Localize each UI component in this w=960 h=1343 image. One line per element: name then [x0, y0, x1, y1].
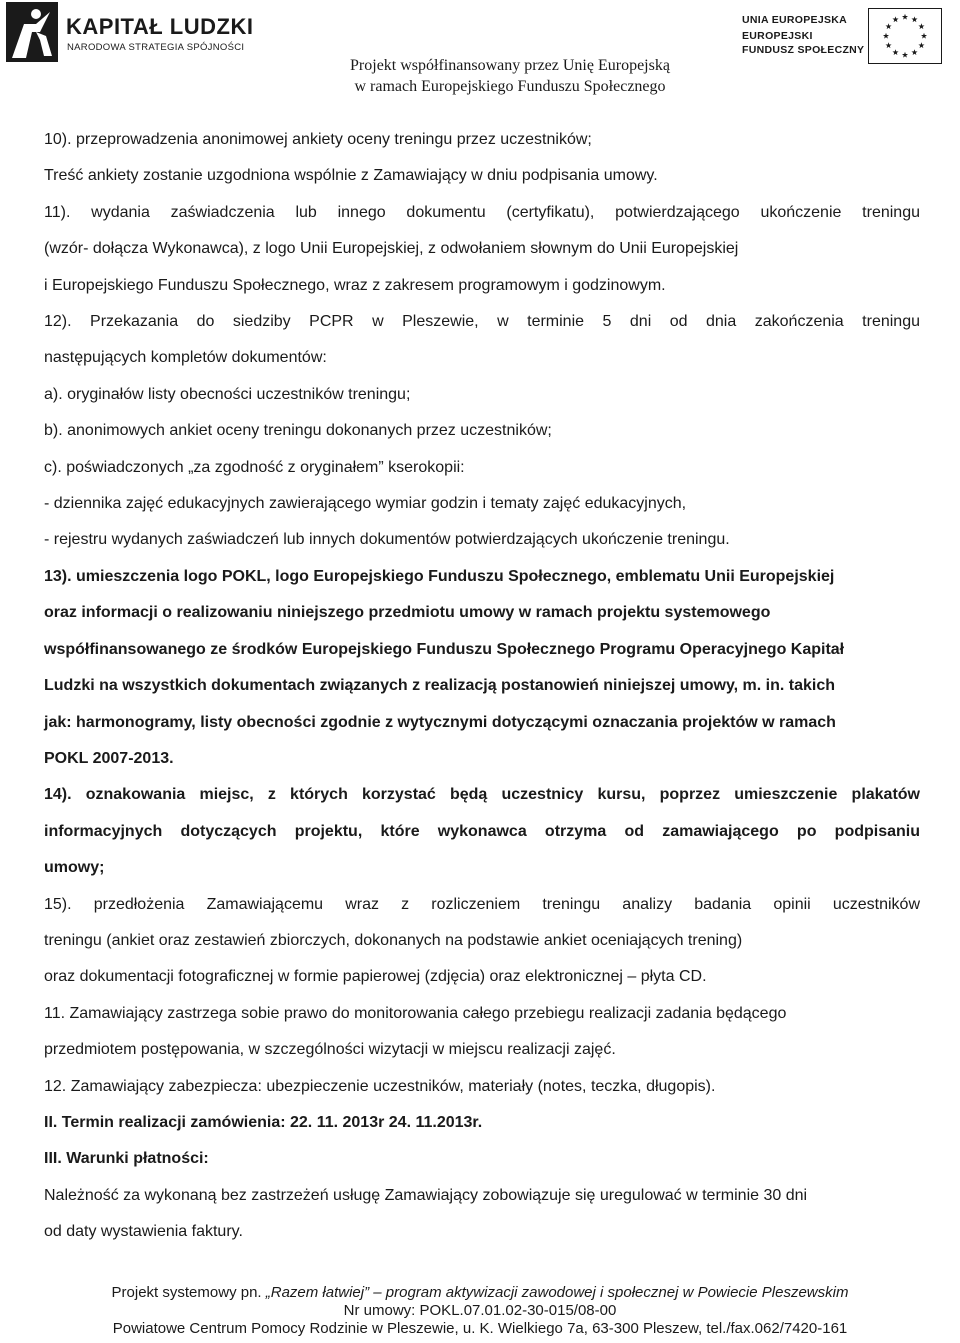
logo-right-line3: FUNDUSZ SPOŁECZNY [742, 44, 865, 56]
item-13-line3: współfinansowanego ze środków Europejskiego Funduszu Społecznego Programu Operacyjnego Kapitał [44, 640, 845, 658]
page-header [0, 0, 960, 100]
item-14-line3: umowy; [44, 859, 105, 877]
section-11-line2: przedmiotem postępowania, w szczególności wizytacji w miejscu realizacji zajęć. [44, 1041, 616, 1059]
item-15-line1: 15). przedłożenia Zamawiającemu wraz z rozliczeniem treningu analizy badania opinii uczestników [44, 895, 920, 913]
payment-line2: od daty wystawienia faktury. [44, 1223, 243, 1241]
item-12-a: a). oryginałów listy obecności uczestników treningu; [44, 385, 411, 403]
section-11-line1: 11. Zamawiający zastrzega sobie prawo do monitorowania całego przebiegu realizacji zadania będącego [44, 1004, 787, 1022]
item-13-line1 [44, 559, 920, 595]
logo-right-line1: UNIA EUROPEJSKA [742, 14, 848, 26]
item-12-line1: 12). Przekazania do siedziby PCPR w Pleszewie, w terminie 5 dni od dnia zakończenia treningu [44, 313, 920, 331]
section-ii-heading: II. Termin realizacji zamówienia: 22. 11. 2013r 24. 11.2013r. [44, 1113, 483, 1131]
item-10: 10). przeprowadzenia anonimowej ankiety oceny treningu przez uczestników; [44, 131, 592, 148]
item-12-c: c). poświadczonych „za zgodność z oryginałem” kserokopii: [44, 458, 465, 476]
section-iii-heading: III. Warunki płatności: [44, 1150, 209, 1168]
item-15-line2: treningu (ankiet oraz zestawień zbiorczych, dokonanych na podstawie ankiet oceniających trening) [44, 931, 743, 949]
page-footer [0, 1284, 960, 1338]
cofinance-notice [0, 55, 960, 97]
item-10-note: Treść ankiety zostanie uzgodniona wspólnie z Zamawiający w dniu podpisania umowy. [44, 167, 658, 185]
item-13-line6: POKL 2007-2013. [44, 749, 174, 767]
item-12-dash1: - dziennika zajęć edukacyjnych zawierającego wymiar godzin i tematy zajęć edukacyjnych, [44, 495, 687, 513]
item-14-line1: 14). oznakowania miejsc, z których korzystać będą uczestnicy kursu, poprzez umieszczenie plakatów [44, 786, 920, 804]
item-11-line1: 11). wydania zaświadczenia lub innego dokumentu (certyfikatu), potwierdzającego ukończenie treningu [44, 203, 920, 221]
cofinance-line2: w ramach Europejskiego Funduszu Społecznego [354, 78, 666, 95]
item-11-line2: (wzór- dołącza Wykonawca), z logo Unii Europejskiej, z odwołaniem słownym do Unii Europejskiej [44, 240, 739, 258]
footer-project-title: „Razem łatwiej” – program aktywizacji zawodowej i społecznej w Powiecie Pleszewskim [265, 1284, 849, 1301]
footer-line2: Nr umowy: POKL.07.01.02-30-015/08-00 [343, 1302, 617, 1319]
document-body [44, 122, 920, 1251]
cofinance-line1: Projekt współfinansowany przez Unię Europejską [350, 57, 670, 74]
item-14-line2: informacyjnych dotyczących projektu, które wykonawca otrzyma od zamawiającego po podpisaniu [44, 822, 920, 840]
footer-project-prefix: Projekt systemowy pn. [111, 1284, 266, 1301]
item-12-line2: następujących kompletów dokumentów: [44, 349, 327, 367]
footer-line1 [0, 1284, 960, 1302]
item-12-dash2: - rejestru wydanych zaświadczeń lub innych dokumentów potwierdzających ukończenie treningu. [44, 531, 730, 549]
item-13-line2: oraz informacji o realizowaniu niniejszego przedmiotu umowy w ramach projektu systemowego [44, 604, 771, 622]
item-13-number: 13). [44, 567, 72, 585]
item-11-line3: i Europejskiego Funduszu Społecznego, wraz z zakresem programowym i godzinowym. [44, 276, 666, 294]
footer-line3: Powiatowe Centrum Pomocy Rodzinie w Pleszewie, u. K. Wielkiego 7a, 63-300 Pleszew, tel./fax.062/7420-161 [112, 1320, 848, 1337]
logo-left-subtitle: NARODOWA STRATEGIA SPÓJNOŚCI [67, 42, 245, 53]
item-15-line3: oraz dokumentacji fotograficznej w formie papierowej (zdjęcia) oraz elektronicznej – płyta CD. [44, 968, 707, 986]
section-12: 12. Zamawiający zabezpiecza: ubezpieczenie uczestników, materiały (notes, teczka, długopis). [44, 1077, 716, 1095]
logo-right-line2: EUROPEJSKI [742, 30, 813, 42]
item-12-b: b). anonimowych ankiet oceny treningu dokonanych przez uczestników; [44, 422, 552, 440]
payment-line1: Należność za wykonaną bez zastrzeżeń usługę Zamawiający zobowiązuje się uregulować w terminie 30 dni [44, 1186, 808, 1204]
item-13-text: umieszczenia logo POKL, logo Europejskiego Funduszu Społecznego, emblematu Unii Europejskiej [71, 567, 835, 585]
item-13-line4: Ludzki na wszystkich dokumentach związanych z realizacją postanowień niniejszej umowy, m. in. takich [44, 677, 836, 695]
logo-left-title: KAPITAŁ LUDZKI [66, 14, 254, 39]
item-13-line5: jak: harmonogramy, listy obecności zgodnie z wytycznymi dotyczącymi oznaczania projektów w ramach [44, 713, 836, 731]
